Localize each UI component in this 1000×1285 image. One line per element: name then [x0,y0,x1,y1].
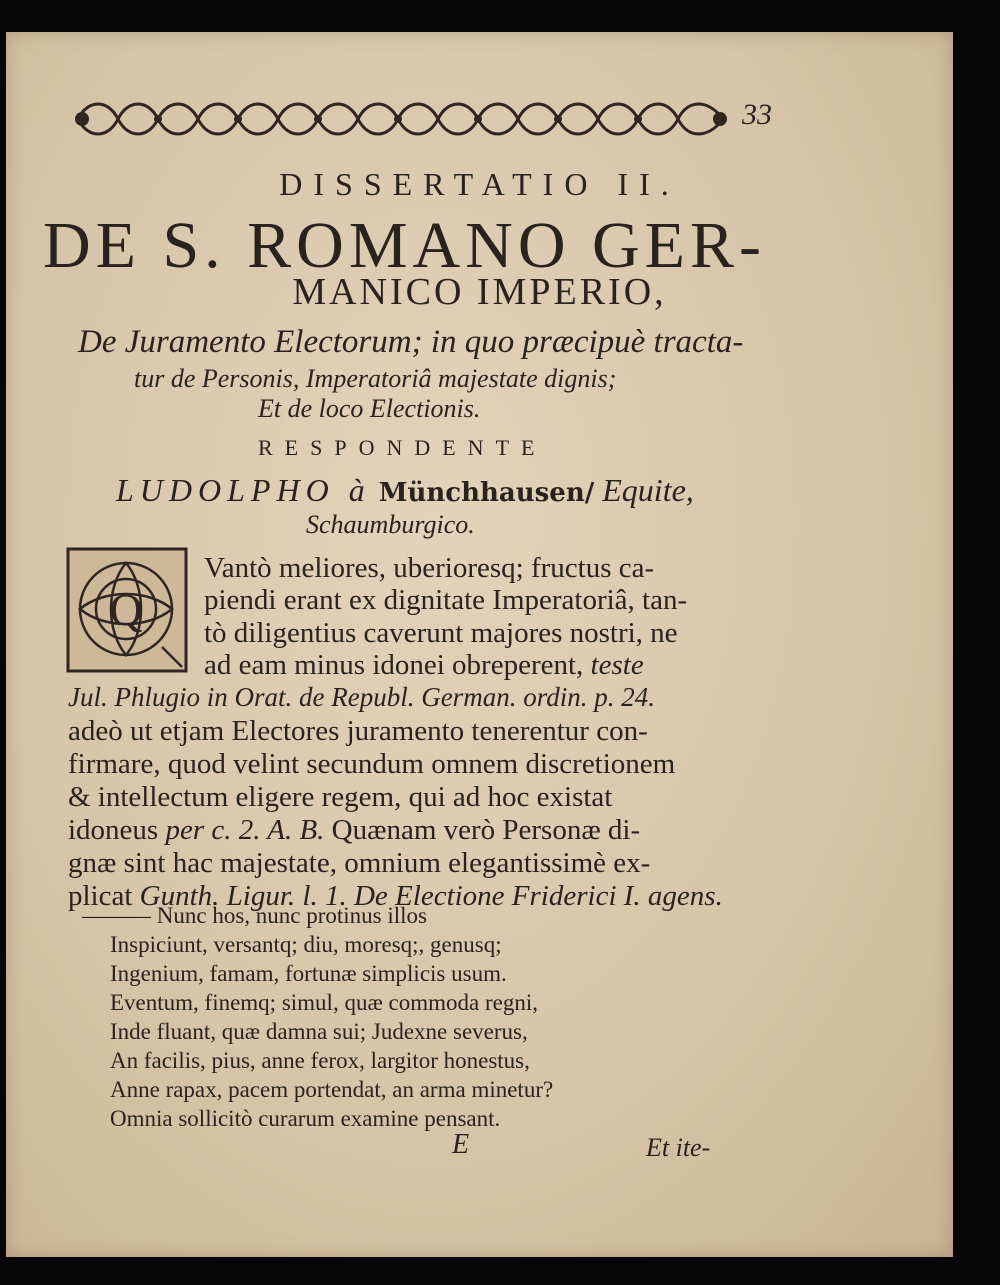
body-line-3: tò diligentius caverunt majores nostri, ne [204,617,678,649]
subtitle-line-3: Et de loco Electionis. [258,394,481,423]
respondent-line [116,472,694,509]
verse-line-8: Omnia sollicitò curarum examine pensant. [110,1106,501,1131]
respondent-name: LUDOLPHO à [116,472,371,508]
signature-mark: E [452,1129,470,1160]
dissertation-heading: DISSERTATIO II. [279,166,680,202]
body-line-5: Jul. Phlugio in Orat. de Republ. German. ordin. p. 24. [68,682,655,712]
body-line-7: firmare, quod velint secundum omnem discretionem [68,748,676,780]
subtitle-line-2: tur de Personis, Imperatoriâ majestate dignis; [134,364,617,393]
body-line-10: gnæ sint hac majestate, omnium elegantissimè ex- [68,847,651,879]
header-ornament-band [68,94,736,144]
page-number: 33 [742,98,772,131]
book-page [6,32,953,1257]
body-line-8: & intellectum eligere regem, qui ad hoc existat [68,781,613,813]
body-line-4 [204,649,644,682]
body-line-9-citation: per c. 2. A. B. [165,814,325,846]
respondent-origin: Schaumburgico. [306,510,475,539]
body-line-4-start: ad eam minus idonei obreperent, [204,649,584,681]
verse-line-2: Inspiciunt, versantq; diu, moresq;, genusq; [110,932,502,957]
subtitle-line-1: De Juramento Electorum; in quo præcipuè tracta- [78,324,744,360]
body-line-11-start: plicat [68,880,133,912]
body-line-9 [68,814,640,847]
verse-line-1: ——— Nunc hos, nunc protinus illos [82,903,427,928]
body-line-9-start: idoneus [68,814,159,846]
dropcap-letter: Q [109,584,143,635]
catchword: Et ite- [646,1133,711,1162]
respondent-rank: Equite, [602,472,694,508]
body-line-2: piendi erant ex dignitate Imperatoriâ, tan- [204,584,688,616]
respondent-family: Münchhausen/ [378,478,595,508]
body-line-11-citation: Gunth. Ligur. l. 1. De Electione Friderici I. agens. [139,880,723,912]
body-line-4-end: teste [590,649,644,681]
verse-line-7: Anne rapax, pacem portendat, an arma minetur? [110,1077,554,1102]
title-line-1: DE S. ROMANO GER- [42,209,766,282]
verse-line-6: An facilis, pius, anne ferox, largitor honestus, [110,1048,530,1073]
verse-line-3: Ingenium, famam, fortunæ simplicis usum. [110,961,507,986]
title-line-2: MANICO IMPERIO, [292,271,667,313]
body-line-9-end: Quænam verò Personæ di- [331,814,641,846]
body-line-6: adeò ut etjam Electores juramento tenerentur con- [68,715,648,747]
respondente-label: RESPONDENTE [258,435,547,460]
verse-line-5: Inde fluant, quæ damna sui; Judexne severus, [110,1019,528,1044]
verse-line-4: Eventum, finemq; simul, quæ commoda regni, [110,990,538,1015]
body-line-1: Vantò meliores, uberioresq; fructus ca- [204,552,655,584]
dropcap-ornament [66,547,188,673]
